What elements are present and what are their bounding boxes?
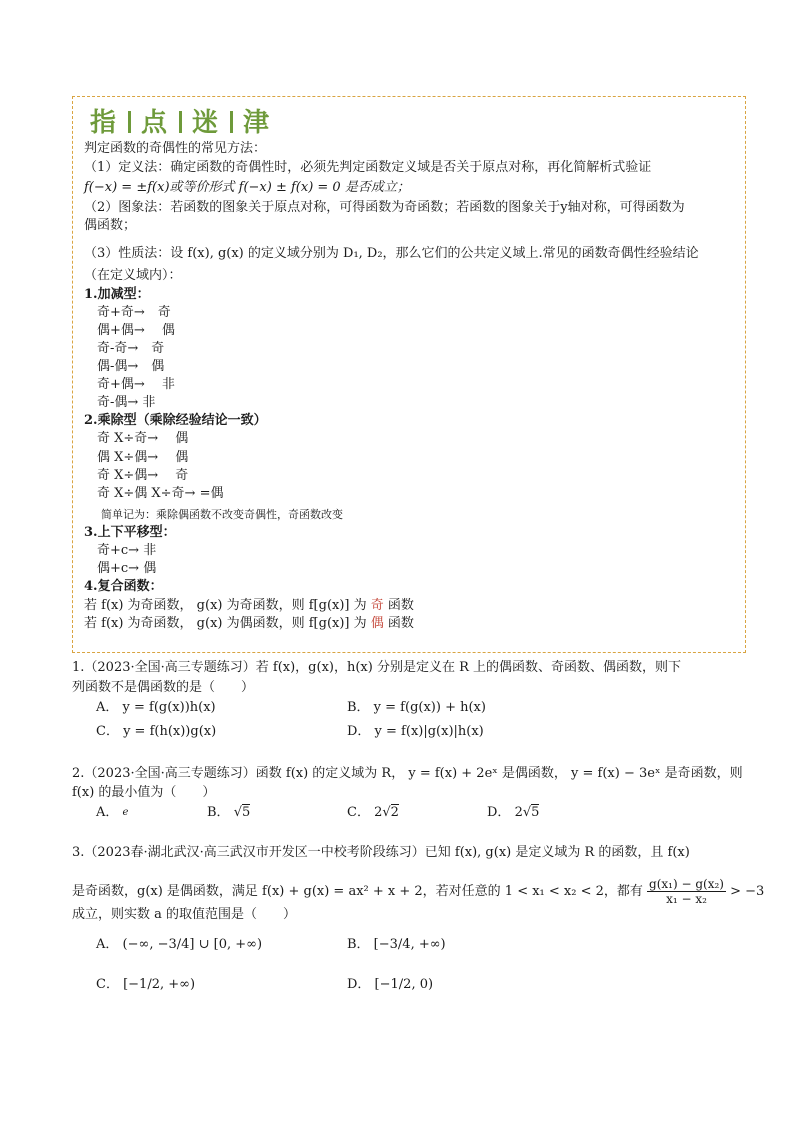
tip-title-char-2: 点	[141, 108, 170, 138]
rule-line: 奇 X÷奇→ 偶	[97, 431, 189, 446]
method-2-line-2: 偶函数；	[84, 218, 137, 233]
q3-option-c: C． [−1/2, +∞)	[96, 977, 196, 992]
rule-line: 偶 X÷偶→ 偶	[97, 450, 189, 465]
option-label: D．	[487, 805, 511, 820]
q2-option-b: B． √5	[207, 805, 251, 820]
tip-title-char-1: 指	[90, 108, 119, 138]
tip-heading: 判定函数的奇偶性的常见方法：	[84, 141, 267, 156]
q3-stem-text: 是奇函数，g(x) 是偶函数，满足 f(x) + g(x) = ax² + x + 2，若对任意的 1 < x₁ < x₂ < 2，都有	[72, 884, 643, 899]
q3-stem-line-2	[72, 877, 764, 906]
q3-inequality: > −3	[730, 884, 765, 899]
q2-option-a	[96, 804, 128, 822]
q1-stem-line-2: 列函数不是偶函数的是（ ）	[72, 680, 255, 695]
option-value: 5	[531, 805, 540, 820]
rule-line: 奇 X÷偶 X÷奇→ =偶	[97, 486, 224, 501]
q1-option-d: D． y = f(x)|g(x)|h(x)	[347, 724, 484, 739]
composite-result-even: 偶	[370, 616, 384, 631]
section-2-heading: 2.乘除型（乘除经验结论一致）	[84, 413, 267, 428]
tip-title	[90, 102, 271, 139]
rule-line: 偶+偶→ 偶	[97, 323, 175, 338]
composite-rule-suffix: 函数	[383, 598, 414, 613]
rule-line: 奇+c→ 非	[97, 543, 157, 558]
fraction-numerator: g(x₁) − g(x₂)	[649, 877, 724, 891]
title-separator	[230, 111, 233, 133]
option-coefficient: 2	[514, 805, 523, 820]
q1-option-b: B． y = f(g(x)) + h(x)	[347, 700, 486, 715]
composite-rule-text: 若 f(x) 为奇函数， g(x) 为偶函数，则 f[g(x)] 为	[84, 616, 371, 631]
q3-option-b: B． [−3/4, +∞)	[347, 937, 446, 952]
rule-line: 奇+奇→ 奇	[97, 305, 171, 320]
method-3-line-1: （3）性质法：设 f(x), g(x) 的定义域分别为 D₁, D₂，那么它们的公共定义域上.常见的函数奇偶性经验结论	[84, 246, 699, 261]
section-1-heading: 1.加减型：	[84, 287, 150, 302]
q2-option-c: C． 2√2	[347, 805, 399, 820]
q2-option-d: D． 2√5	[487, 805, 540, 820]
q3-option-d: D． [−1/2, 0)	[347, 977, 434, 992]
section-4-heading: 4.复合函数：	[84, 579, 163, 594]
option-value: 2	[390, 805, 399, 820]
q2-stem-line-2: f(x) 的最小值为（ ）	[72, 785, 216, 800]
option-label: C．	[347, 805, 370, 820]
option-value: e	[122, 807, 129, 818]
rule-line: 偶-偶→ 偶	[97, 359, 165, 374]
tip-title-char-3: 迷	[192, 108, 221, 138]
title-separator	[128, 111, 131, 133]
q3-option-a: A． (−∞, −3/4] ∪ [0, +∞)	[96, 937, 263, 952]
composite-rule-text: 若 f(x) 为奇函数， g(x) 为奇函数，则 f[g(x)] 为	[84, 598, 371, 613]
fraction-denominator: x₁ − x₂	[666, 892, 707, 906]
composite-result-odd: 奇	[370, 598, 384, 613]
rule-line: 偶+c→ 偶	[97, 561, 157, 576]
composite-rule-suffix: 函数	[383, 616, 414, 631]
method-2-line-1: （2）图象法：若函数的图象关于原点对称，可得函数为奇函数；若函数的图象关于y轴对称，可得函数为	[84, 200, 685, 215]
q3-stem-line-3: 成立，则实数 a 的取值范围是（ ）	[72, 907, 297, 922]
option-coefficient: 2	[374, 805, 383, 820]
tip-title-char-4: 津	[243, 108, 272, 138]
option-label: A．	[96, 805, 119, 820]
rule-line: 奇+偶→ 非	[97, 377, 175, 392]
section-2-note: 简单记为：乘除偶函数不改变奇偶性，奇函数改变	[101, 508, 343, 521]
q1-option-c: C． y = f(h(x))g(x)	[96, 724, 217, 739]
method-1-line-1: （1）定义法：确定函数的奇偶性时，必须先判定函数定义域是否关于原点对称，再化简解析式验证	[84, 160, 652, 175]
q3-stem-line-1: 3.（2023春·湖北武汉·高三武汉市开发区一中校考阶段练习）已知 f(x), g(x) 是定义域为 R 的函数，且 f(x)	[72, 845, 690, 860]
composite-rule-2	[84, 616, 414, 632]
q2-stem-line-1: 2.（2023·全国·高三专题练习）函数 f(x) 的定义域为 R， y = f(x) + 2eˣ 是偶函数， y = f(x) − 3eˣ 是奇函数，则	[72, 766, 743, 781]
q1-stem-line-1: 1.（2023·全国·高三专题练习）若 f(x)，g(x)，h(x) 分别是定义在 R 上的偶函数、奇函数、偶函数，则下	[72, 660, 682, 675]
rule-line: 奇 X÷偶→ 奇	[97, 468, 189, 483]
option-label: B．	[207, 805, 230, 820]
rule-line: 奇-奇→ 奇	[97, 341, 165, 356]
option-value: 5	[241, 805, 251, 820]
method-1-line-2: f(−x) = ±f(x)或等价形式 f(−x) ± f(x) = 0 是否成立；	[84, 180, 410, 195]
method-3-line-2: （在定义域内）：	[84, 268, 182, 283]
q1-option-a: A． y = f(g(x))h(x)	[96, 700, 216, 715]
q3-fraction	[647, 877, 726, 906]
section-3-heading: 3.上下平移型：	[84, 525, 176, 540]
composite-rule-1	[84, 598, 414, 614]
rule-line: 奇-偶→ 非	[97, 395, 156, 410]
title-separator	[179, 111, 182, 133]
